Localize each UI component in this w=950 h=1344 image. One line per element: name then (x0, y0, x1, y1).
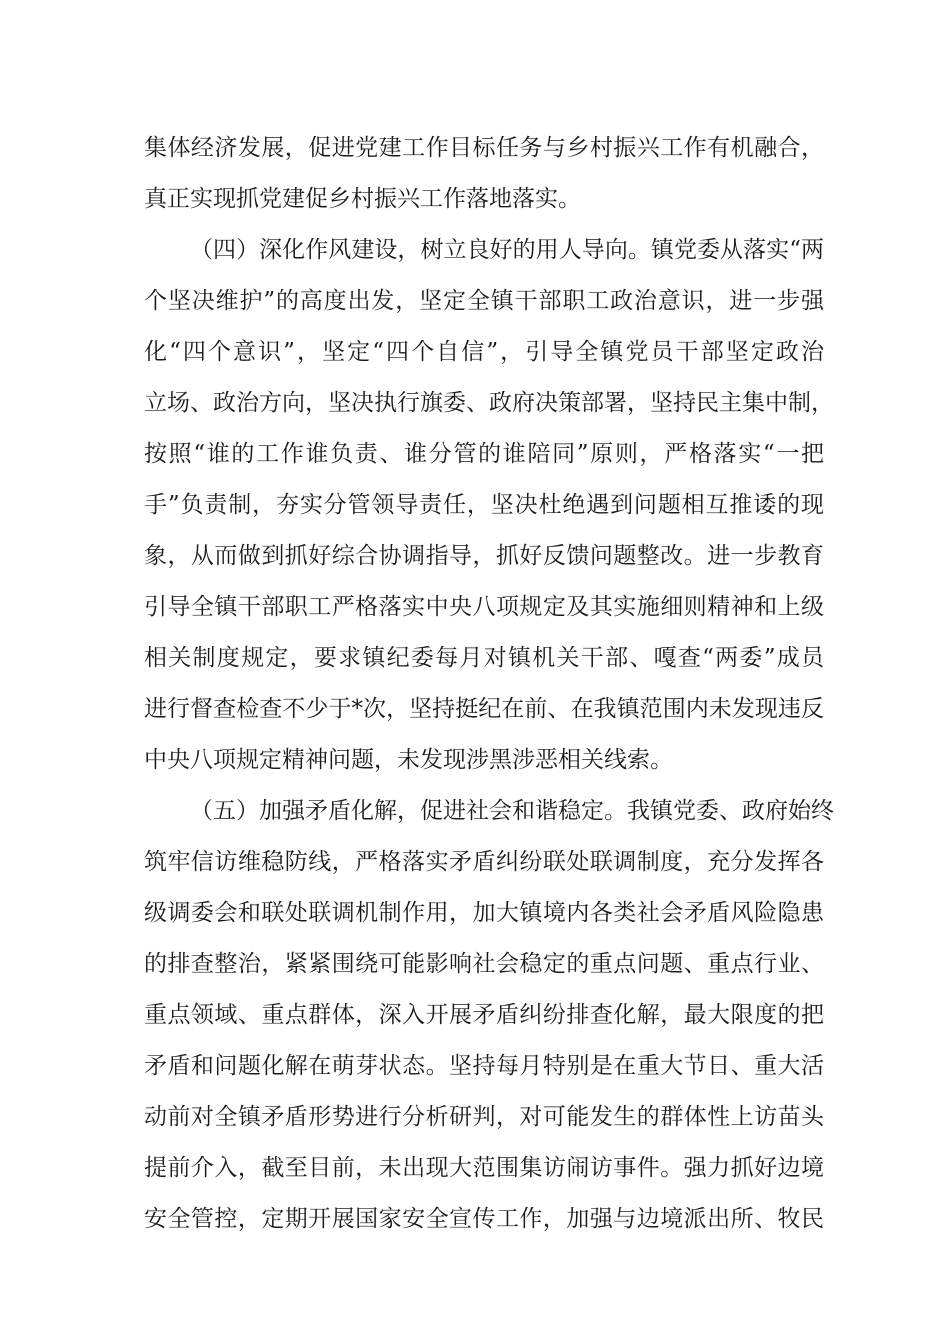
text-line: 集体经济发展，促进党建工作目标任务与乡村振兴工作有机融合， (144, 135, 824, 161)
text-line: 级调委会和联处联调机制作用，加大镇境内各类社会矛盾风险隐患 (144, 900, 824, 926)
paragraph-4-start: （四）深化作风建设，树立良好的用人导向。镇党委从落实“两 (190, 237, 824, 263)
text-line: 动前对全镇矛盾形势进行分析研判，对可能发生的群体性上访苗头 (144, 1104, 824, 1130)
paragraph-5-start: （五）加强矛盾化解，促进社会和谐稳定。我镇党委、政府始终 (190, 798, 834, 824)
text-line: 真正实现抓党建促乡村振兴工作落地落实。 (144, 186, 581, 212)
text-line: 的排查整治，紧紧围绕可能影响社会稳定的重点问题、重点行业、 (144, 951, 824, 977)
text-line: 按照“谁的工作谁负责、谁分管的谁陪同”原则，严格落实“一把 (144, 441, 824, 467)
text-line: 相关制度规定，要求镇纪委每月对镇机关干部、嘎查“两委”成员 (144, 645, 824, 671)
text-line: 进行督查检查不少于*次，坚持挺纪在前、在我镇范围内未发现违反 (144, 696, 824, 722)
text-line: 提前介入，截至目前，未出现大范围集访闹访事件。强力抓好边境 (144, 1155, 824, 1181)
text-line: 筑牢信访维稳防线，严格落实矛盾纠纷联处联调制度，充分发挥各 (144, 849, 824, 875)
text-line: 重点领域、重点群体，深入开展矛盾纠纷排查化解，最大限度的把 (144, 1002, 824, 1028)
text-line: 立场、政治方向，坚决执行旗委、政府决策部署，坚持民主集中制， (144, 390, 834, 416)
text-line: 矛盾和问题化解在萌芽状态。坚持每月特别是在重大节日、重大活 (144, 1053, 824, 1079)
text-line: 中央八项规定精神问题，未发现涉黑涉恶相关线索。 (144, 747, 673, 773)
text-line: 化“四个意识”，坚定“四个自信”，引导全镇党员干部坚定政治 (144, 339, 824, 365)
text-line: 象，从而做到抓好综合协调指导，抓好反馈问题整改。进一步教育 (144, 543, 824, 569)
text-line: 个坚决维护”的高度出发，坚定全镇干部职工政治意识，进一步强 (144, 288, 824, 314)
text-line: 手”负责制，夯实分管领导责任，坚决杜绝遇到问题相互推诿的现 (144, 492, 824, 518)
text-line: 安全管控，定期开展国家安全宣传工作，加强与边境派出所、牧民 (144, 1206, 824, 1232)
text-line: 引导全镇干部职工严格落实中央八项规定及其实施细则精神和上级 (144, 594, 824, 620)
